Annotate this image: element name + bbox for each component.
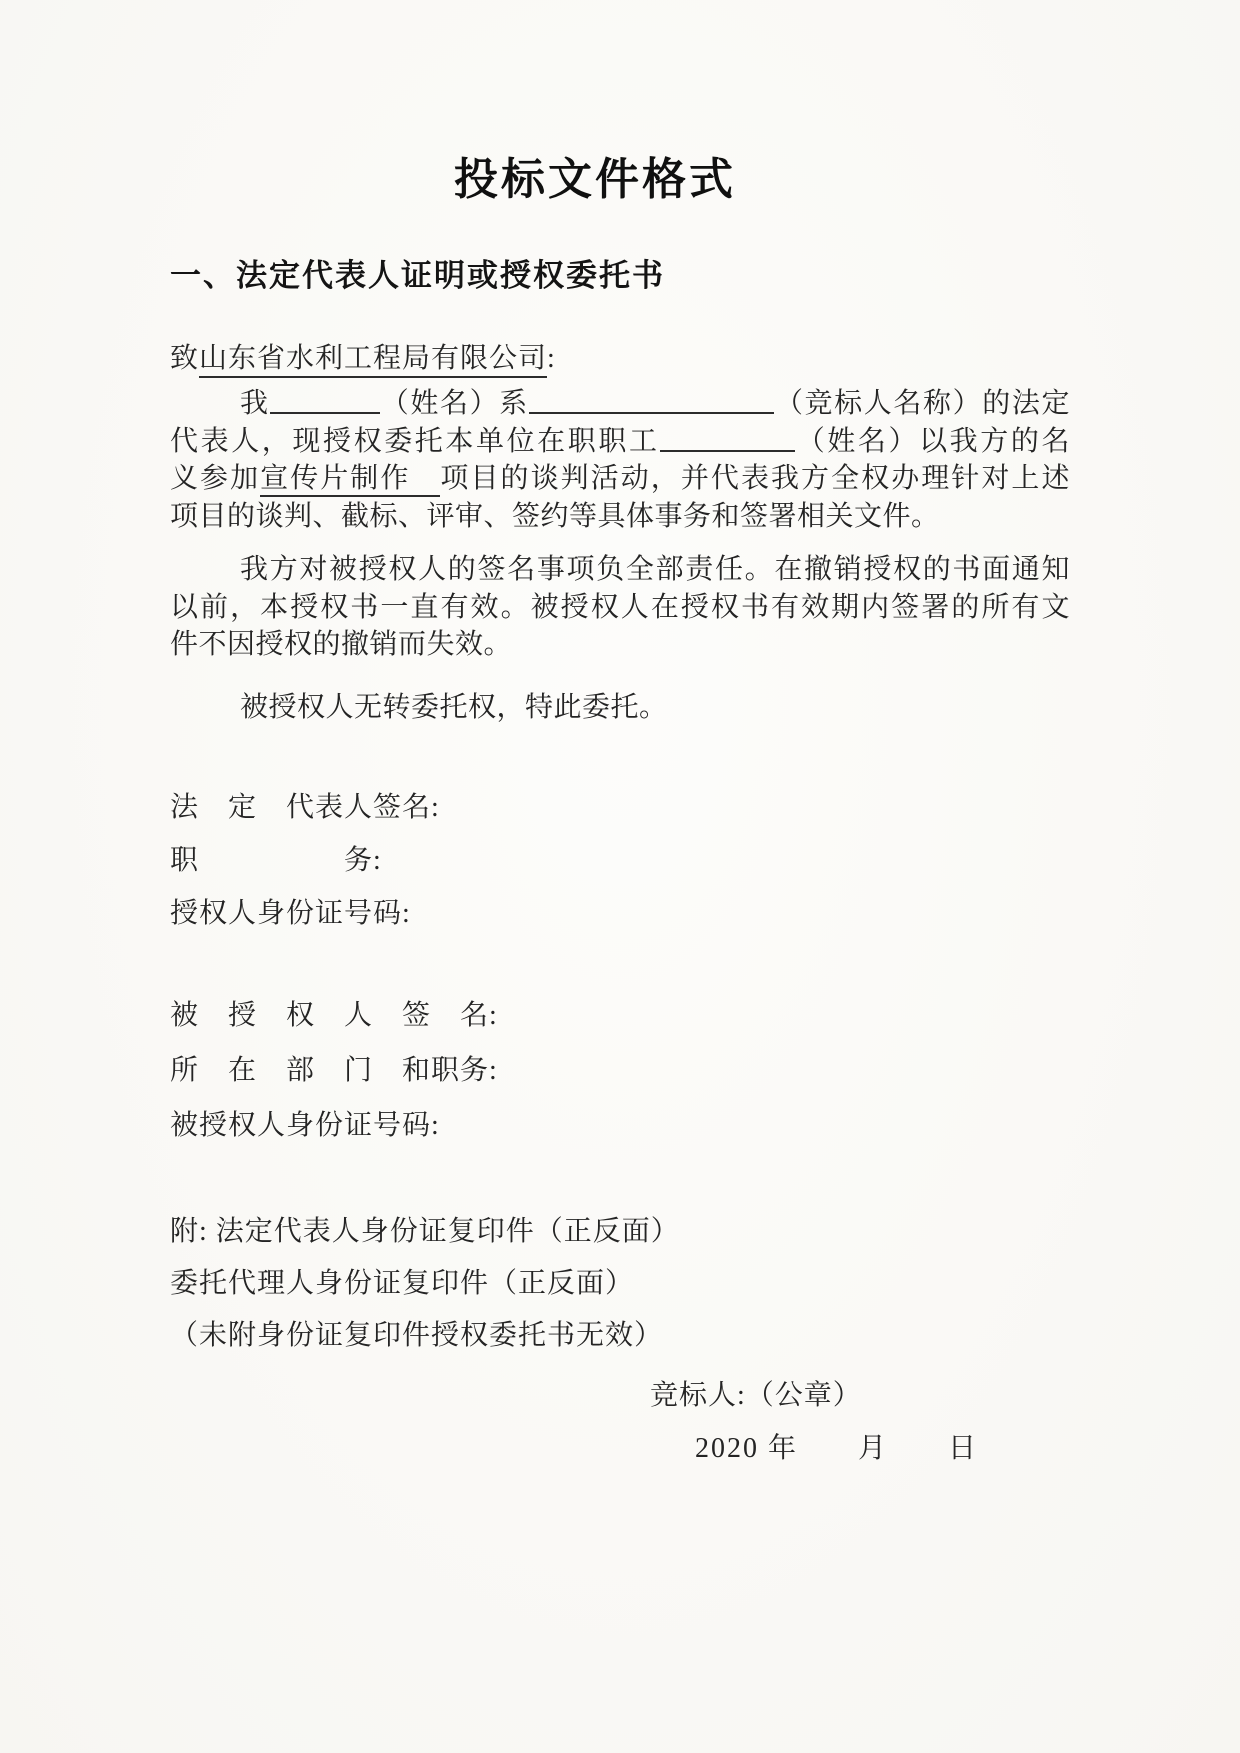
authorizer-id-label: 授权人身份证号码: (170, 898, 411, 929)
text-name-label-2: （姓名）以我方的名 (794, 425, 1070, 457)
paragraph2-line3: 件不因授权的撤销而失效。 (170, 629, 513, 660)
authorized-signature-label: 被 授 权 人 签 名: (170, 1000, 498, 1031)
legal-rep-signature-label: 法 定 代表人签名: (170, 792, 440, 823)
paragraph1-line4: 项目的谈判、截标、评审、签约等具体事务和签署相关文件。 (170, 500, 940, 532)
date-line: 2020 年 月 日 (695, 1433, 979, 1464)
attachment-note-3: （未附身份证复印件授权委托书无效） (170, 1320, 664, 1351)
authorized-id-label: 被授权人身份证号码: (170, 1110, 440, 1141)
text-bidder-label: （竞标人名称）的法定 (773, 388, 1070, 419)
paragraph3-line: 被授权人无转委托权，特此委托。 (240, 691, 668, 723)
section-heading: 一、法定代表人证明或授权委托书 (170, 258, 665, 293)
text-we: 我 (240, 388, 270, 419)
blank-legal-rep-name (270, 388, 380, 414)
paragraph2-line2: 以前，本授权书一直有效。被授权人在授权书有效期内签署的所有文 (170, 591, 1070, 623)
attachments-block (170, 1213, 1070, 1355)
salutation-line (170, 340, 1070, 378)
authorization-paragraph (170, 385, 1070, 535)
document-title: 投标文件格式 (454, 155, 736, 204)
text-name-label: （姓名）系 (379, 388, 529, 419)
company-name-underlined: 山东省水利工程局有限公司 (199, 343, 547, 378)
salutation-prefix: 致 (170, 343, 200, 374)
no-sub-delegation-paragraph (170, 689, 1070, 727)
text-negotiation: 项目的谈判活动，并代表我方全权办理针对上述 (440, 463, 1070, 494)
text-authorize-employee: 代表人，现授权委托本单位在职职工 (170, 425, 660, 457)
position-label: 职 务: (170, 845, 382, 876)
authorized-person-signature-block (170, 997, 1070, 1145)
text-participate: 义参加 (170, 463, 261, 494)
blank-employee-name (660, 426, 795, 452)
paragraph1-line1 (170, 385, 1070, 423)
paragraph2-line1: 我方对被授权人的签名事项负全部责任。在撤销授权的书面通知 (240, 554, 1070, 585)
bidder-seal-line: 竞标人:（公章） (650, 1380, 862, 1411)
legal-representative-signature-block (170, 789, 1070, 933)
salutation-colon: : (547, 343, 556, 374)
blank-bidder-name (529, 388, 774, 414)
attachment-note-2: 委托代理人身份证复印件（正反面） (170, 1268, 635, 1299)
paragraph1-line3 (170, 460, 1070, 498)
attachment-note-1: 附: 法定代表人身份证复印件（正反面） (170, 1216, 680, 1247)
paragraph1-line2 (170, 423, 1070, 461)
project-name-underlined: 宣传片制作 (260, 463, 440, 497)
liability-paragraph (170, 551, 1070, 664)
department-position-label: 所 在 部 门 和职务: (170, 1055, 498, 1086)
